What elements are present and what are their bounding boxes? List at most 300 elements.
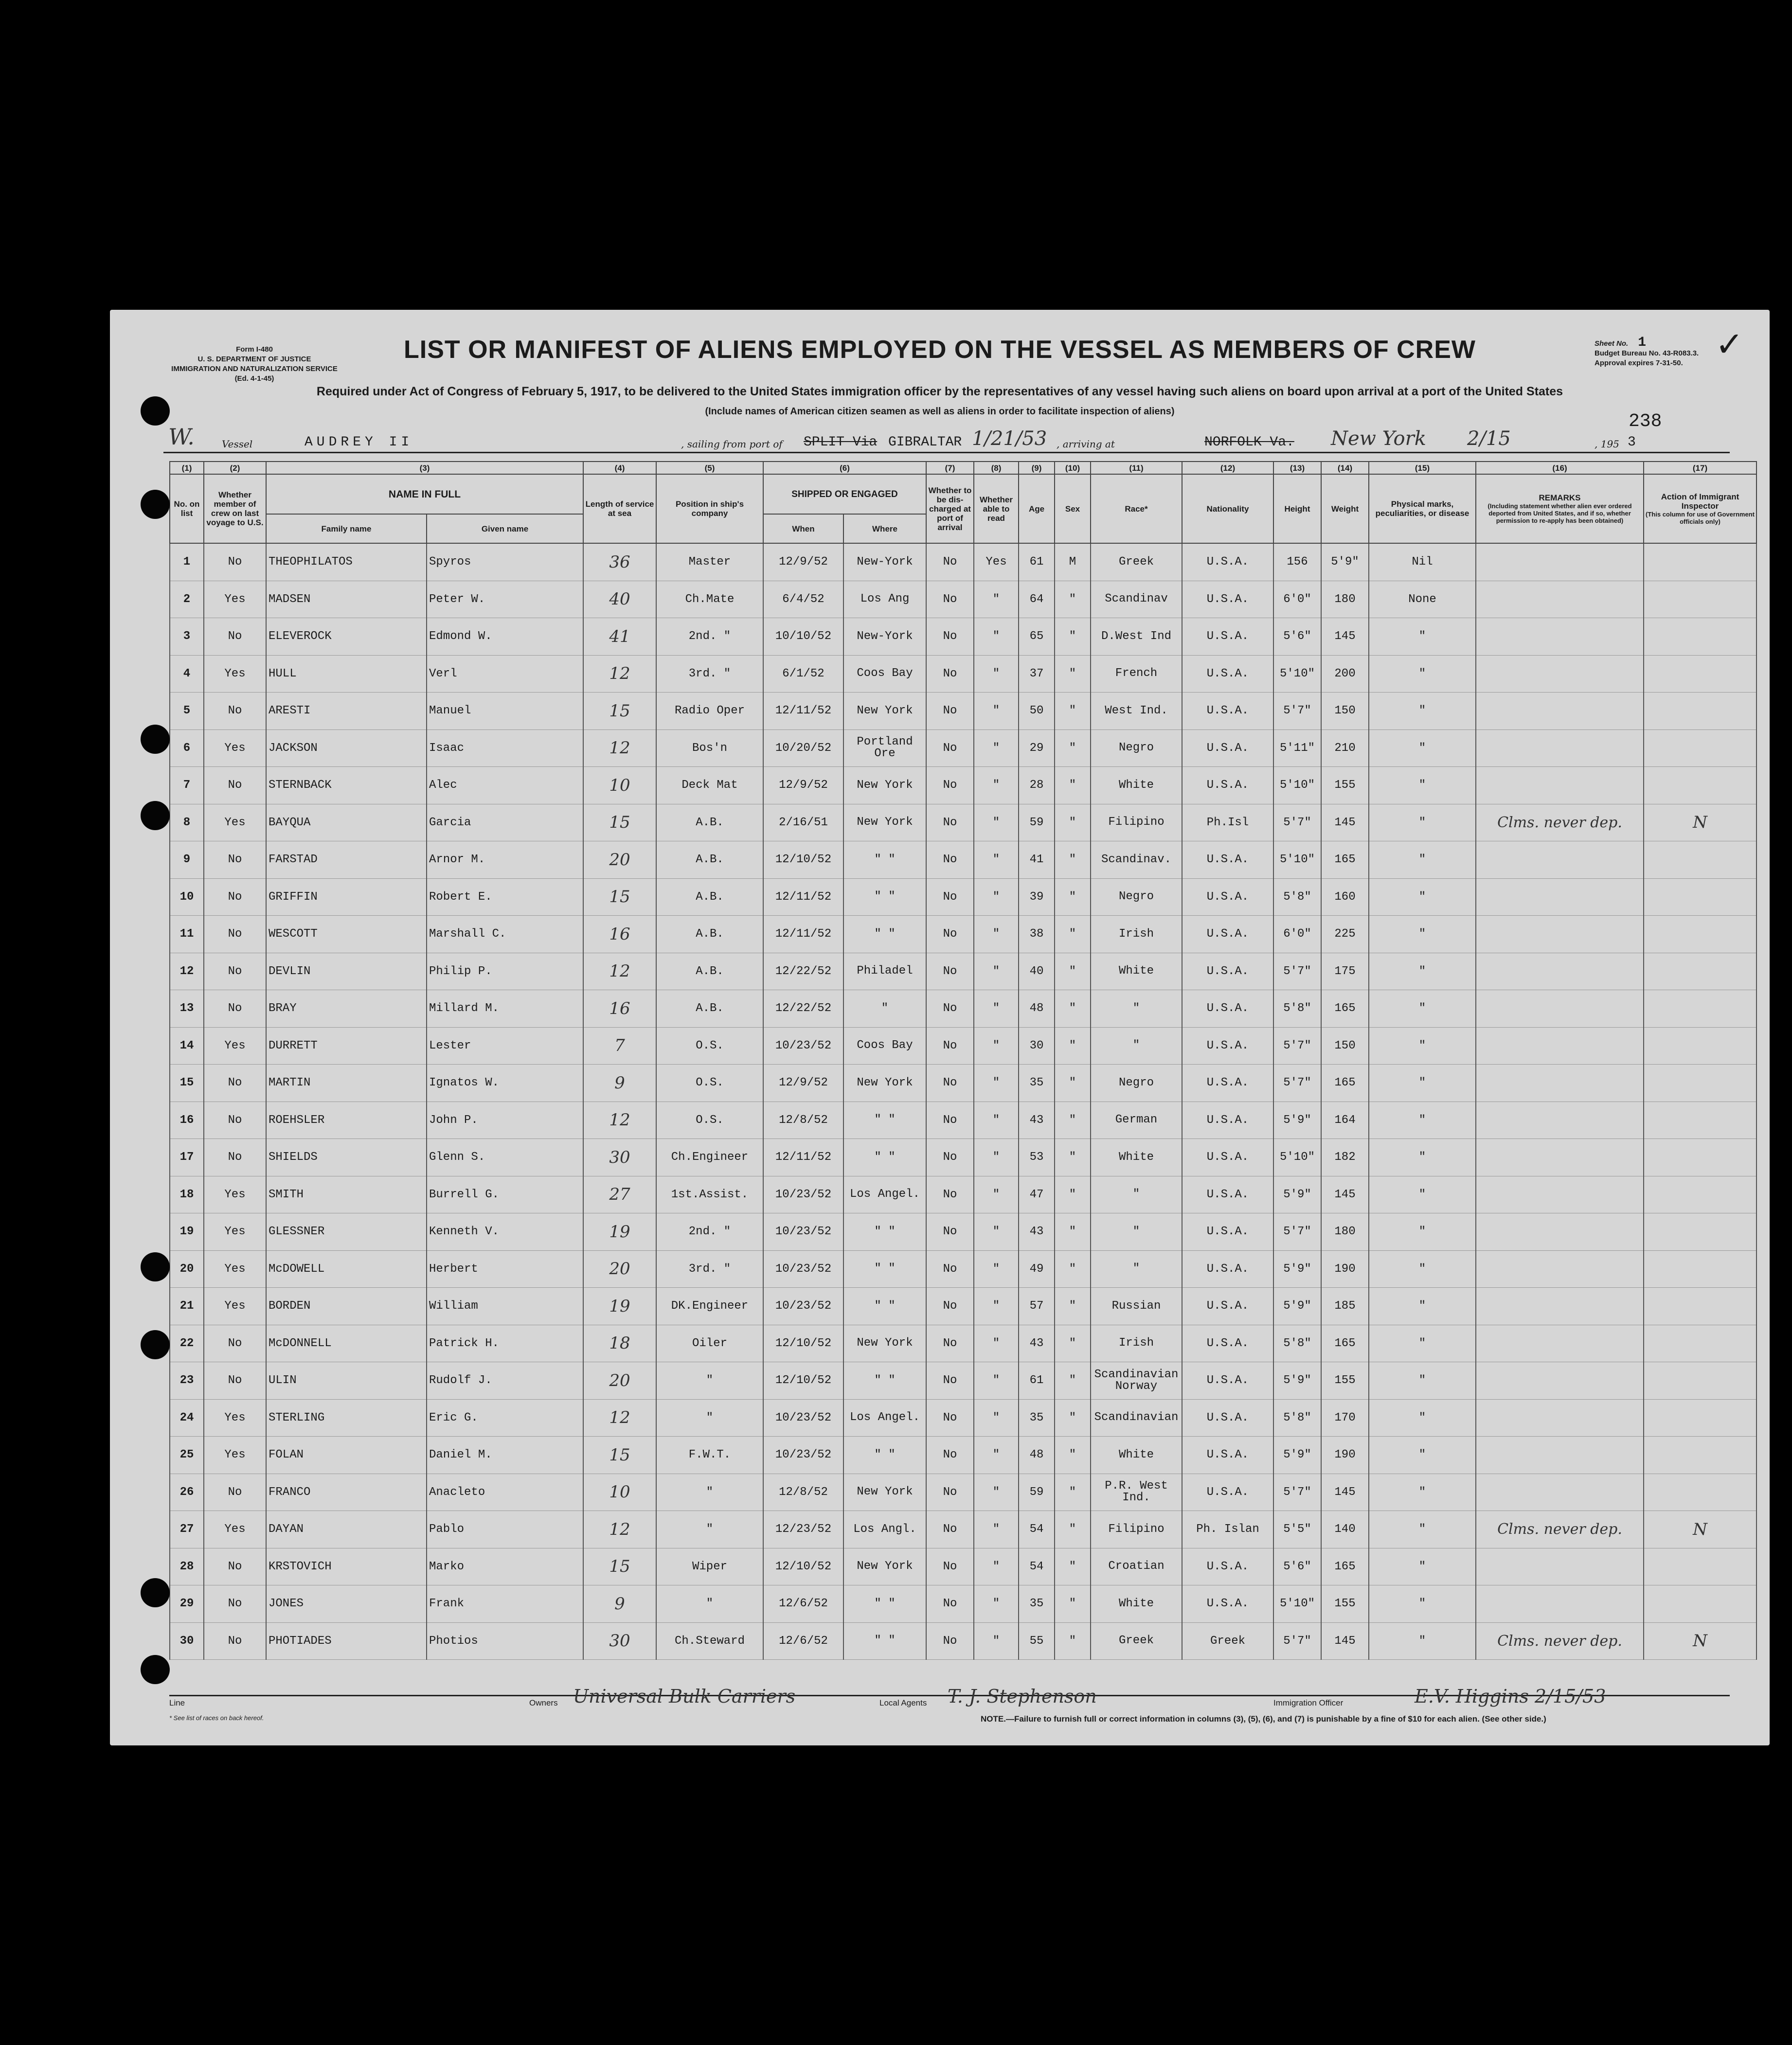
cell-physical-marks: " — [1369, 1511, 1476, 1548]
cell-shipped-when: 12/9/52 — [763, 767, 843, 804]
header-inspector-action — [1644, 474, 1756, 543]
table-row — [170, 841, 1756, 879]
cell-able-to-read: " — [974, 1065, 1019, 1102]
table-row — [170, 729, 1756, 767]
cell-height: 5'9" — [1273, 1176, 1321, 1213]
sheet-label: Sheet No. — [1595, 339, 1629, 348]
crew-table — [169, 461, 1757, 1660]
cell-position: Ch.Mate — [656, 581, 763, 618]
cell-last-voyage: No — [204, 953, 266, 990]
cell-remarks: Clms. never dep. — [1476, 1511, 1644, 1548]
cell-shipped-where: " " — [843, 1622, 926, 1660]
header-service-length: Length of service at sea — [583, 474, 656, 543]
cell-able-to-read: Yes — [974, 543, 1019, 581]
cell-service-years: 15 — [583, 804, 656, 841]
cell-able-to-read: " — [974, 693, 1019, 730]
cell-shipped-when: 12/6/52 — [763, 1622, 843, 1660]
cell-age: 28 — [1019, 767, 1055, 804]
cell-shipped-where: Coos Bay — [843, 655, 926, 693]
cell-list-number: 8 — [170, 804, 204, 841]
cell-family-name: DURRETT — [266, 1027, 427, 1065]
cell-last-voyage: Yes — [204, 1399, 266, 1437]
cell-family-name: BORDEN — [266, 1288, 427, 1325]
owners-label: Owners — [529, 1698, 558, 1707]
cell-discharged: No — [926, 581, 974, 618]
cell-shipped-when: 12/10/52 — [763, 1325, 843, 1362]
cell-inspector-action — [1644, 1250, 1756, 1288]
cell-weight: 5'9" — [1321, 543, 1369, 581]
cell-inspector-action — [1644, 543, 1756, 581]
cell-nationality: U.S.A. — [1182, 1585, 1273, 1623]
cell-given-name: Isaac — [427, 729, 583, 767]
cell-shipped-where: Los Angel. — [843, 1399, 926, 1437]
cell-physical-marks: " — [1369, 693, 1476, 730]
cell-inspector-action — [1644, 1325, 1756, 1362]
cell-remarks — [1476, 1548, 1644, 1585]
cell-shipped-when: 12/8/52 — [763, 1102, 843, 1139]
cell-family-name: GLESSNER — [266, 1213, 427, 1251]
cell-service-years: 36 — [583, 543, 656, 581]
cell-weight: 164 — [1321, 1102, 1369, 1139]
cell-position: Deck Mat — [656, 767, 763, 804]
table-row — [170, 618, 1756, 656]
cell-position: 3rd. " — [656, 1250, 763, 1288]
cell-remarks: Clms. never dep. — [1476, 804, 1644, 841]
cell-physical-marks: " — [1369, 1622, 1476, 1660]
cell-remarks — [1476, 1399, 1644, 1437]
cell-last-voyage: No — [204, 1622, 266, 1660]
cell-service-years: 12 — [583, 953, 656, 990]
cell-able-to-read: " — [974, 1548, 1019, 1585]
cell-height: 5'5" — [1273, 1511, 1321, 1548]
cell-nationality: U.S.A. — [1182, 1474, 1273, 1511]
cell-sex: " — [1055, 1027, 1091, 1065]
cell-position: DK.Engineer — [656, 1288, 763, 1325]
cell-able-to-read: " — [974, 1176, 1019, 1213]
cell-discharged: No — [926, 1213, 974, 1251]
cell-nationality: U.S.A. — [1182, 1362, 1273, 1400]
cell-last-voyage: Yes — [204, 1176, 266, 1213]
cell-inspector-action — [1644, 916, 1756, 953]
cell-race: Scandinav. — [1091, 841, 1182, 879]
cell-nationality: U.S.A. — [1182, 655, 1273, 693]
cell-sex: " — [1055, 618, 1091, 656]
cell-sex: " — [1055, 990, 1091, 1028]
cell-shipped-when: 2/16/51 — [763, 804, 843, 841]
cell-age: 59 — [1019, 1474, 1055, 1511]
cell-discharged: No — [926, 1288, 974, 1325]
cell-sex: " — [1055, 1139, 1091, 1176]
cell-height: 5'9" — [1273, 1250, 1321, 1288]
cell-sex: " — [1055, 729, 1091, 767]
cell-inspector-action — [1644, 1176, 1756, 1213]
cell-discharged: No — [926, 1437, 974, 1474]
cell-inspector-action — [1644, 1399, 1756, 1437]
colnum-13: (13) — [1273, 462, 1321, 474]
cell-height: 5'8" — [1273, 1325, 1321, 1362]
header-physical-marks: Physical marks, peculiarities, or disease — [1369, 474, 1476, 543]
cell-service-years: 16 — [583, 990, 656, 1028]
cell-nationality: U.S.A. — [1182, 916, 1273, 953]
cell-nationality: U.S.A. — [1182, 693, 1273, 730]
colnum-11: (11) — [1091, 462, 1182, 474]
cell-physical-marks: " — [1369, 841, 1476, 879]
cell-position: A.B. — [656, 804, 763, 841]
cell-shipped-when: 12/8/52 — [763, 1474, 843, 1511]
cell-last-voyage: Yes — [204, 1250, 266, 1288]
cell-weight: 150 — [1321, 1027, 1369, 1065]
cell-able-to-read: " — [974, 878, 1019, 916]
cell-physical-marks: " — [1369, 878, 1476, 916]
cell-nationality: U.S.A. — [1182, 841, 1273, 879]
cell-service-years: 12 — [583, 655, 656, 693]
cell-given-name: Philip P. — [427, 953, 583, 990]
cell-shipped-when: 10/23/52 — [763, 1213, 843, 1251]
cell-last-voyage: Yes — [204, 1027, 266, 1065]
cell-family-name: FRANCO — [266, 1474, 427, 1511]
cell-physical-marks: " — [1369, 1139, 1476, 1176]
form-edition: (Ed. 4-1-45) — [234, 374, 274, 383]
cell-service-years: 12 — [583, 729, 656, 767]
cell-weight: 170 — [1321, 1399, 1369, 1437]
cell-shipped-where: New York — [843, 1474, 926, 1511]
cell-weight: 182 — [1321, 1139, 1369, 1176]
cell-position: " — [656, 1511, 763, 1548]
cell-discharged: No — [926, 1362, 974, 1400]
table-row — [170, 1065, 1756, 1102]
cell-able-to-read: " — [974, 767, 1019, 804]
cell-able-to-read: " — [974, 655, 1019, 693]
cell-last-voyage: Yes — [204, 1288, 266, 1325]
cell-height: 5'8" — [1273, 1399, 1321, 1437]
cell-list-number: 7 — [170, 767, 204, 804]
header-discharged: Whether to be dis-charged at port of arrival — [926, 474, 974, 543]
cell-physical-marks: " — [1369, 655, 1476, 693]
cell-position: O.S. — [656, 1027, 763, 1065]
cell-weight: 155 — [1321, 767, 1369, 804]
cell-physical-marks: " — [1369, 1437, 1476, 1474]
cell-race: Filipino — [1091, 1511, 1182, 1548]
binder-hole — [141, 725, 170, 754]
cell-sex: " — [1055, 1548, 1091, 1585]
header-given-name: Given name — [427, 514, 583, 543]
cell-list-number: 20 — [170, 1250, 204, 1288]
manifest-sheet — [110, 310, 1770, 1745]
cell-remarks — [1476, 990, 1644, 1028]
cell-list-number: 4 — [170, 655, 204, 693]
cell-physical-marks: " — [1369, 767, 1476, 804]
cell-physical-marks: " — [1369, 1065, 1476, 1102]
cell-physical-marks: " — [1369, 1250, 1476, 1288]
cell-nationality: U.S.A. — [1182, 1325, 1273, 1362]
cell-race: " — [1091, 1027, 1182, 1065]
cell-able-to-read: " — [974, 1622, 1019, 1660]
port-struck: SPLIT Via — [804, 435, 878, 450]
cell-list-number: 27 — [170, 1511, 204, 1548]
cell-given-name: Millard M. — [427, 990, 583, 1028]
cell-shipped-where: New York — [843, 1325, 926, 1362]
cell-race: White — [1091, 1139, 1182, 1176]
cell-last-voyage: No — [204, 1362, 266, 1400]
cell-sex: " — [1055, 767, 1091, 804]
cell-inspector-action — [1644, 655, 1756, 693]
binder-hole — [141, 396, 170, 426]
cell-sex: " — [1055, 916, 1091, 953]
cell-list-number: 3 — [170, 618, 204, 656]
cell-remarks — [1476, 1213, 1644, 1251]
cell-family-name: DEVLIN — [266, 953, 427, 990]
cell-height: 5'9" — [1273, 1102, 1321, 1139]
sailing-label: , sailing from port of — [681, 438, 783, 450]
cell-last-voyage: No — [204, 841, 266, 879]
remarks-title: REMARKS — [1539, 493, 1581, 502]
cell-nationality: U.S.A. — [1182, 1213, 1273, 1251]
cell-weight: 150 — [1321, 693, 1369, 730]
cell-service-years: 9 — [583, 1585, 656, 1623]
cell-remarks — [1476, 767, 1644, 804]
cell-shipped-when: 6/1/52 — [763, 655, 843, 693]
cell-shipped-when: 12/9/52 — [763, 1065, 843, 1102]
cell-shipped-when: 12/11/52 — [763, 916, 843, 953]
cell-weight: 175 — [1321, 953, 1369, 990]
cell-nationality: U.S.A. — [1182, 729, 1273, 767]
cell-discharged: No — [926, 878, 974, 916]
cell-height: 5'7" — [1273, 1065, 1321, 1102]
binder-hole — [141, 490, 170, 519]
cell-height: 5'7" — [1273, 804, 1321, 841]
cell-sex: " — [1055, 581, 1091, 618]
cell-shipped-where: " " — [843, 878, 926, 916]
cell-position: " — [656, 1585, 763, 1623]
table-row — [170, 990, 1756, 1028]
cell-able-to-read: " — [974, 916, 1019, 953]
cell-shipped-where: New-York — [843, 543, 926, 581]
cell-age: 30 — [1019, 1027, 1055, 1065]
cell-able-to-read: " — [974, 1288, 1019, 1325]
cell-shipped-where: Philadel — [843, 953, 926, 990]
cell-last-voyage: No — [204, 916, 266, 953]
cell-discharged: No — [926, 655, 974, 693]
cell-inspector-action — [1644, 841, 1756, 879]
cell-race: White — [1091, 1437, 1182, 1474]
cell-given-name: William — [427, 1288, 583, 1325]
arrival-struck: NORFOLK Va. — [1204, 435, 1294, 450]
officer-label: Immigration Officer — [1273, 1698, 1344, 1707]
table-row — [170, 1250, 1756, 1288]
cell-weight: 155 — [1321, 1585, 1369, 1623]
cell-race: " — [1091, 990, 1182, 1028]
cell-given-name: John P. — [427, 1102, 583, 1139]
cell-given-name: Garcia — [427, 804, 583, 841]
cell-shipped-when: 12/11/52 — [763, 693, 843, 730]
cell-weight: 165 — [1321, 1325, 1369, 1362]
cell-able-to-read: " — [974, 1213, 1019, 1251]
colnum-12: (12) — [1182, 462, 1273, 474]
cell-able-to-read: " — [974, 581, 1019, 618]
cell-race: P.R. West Ind. — [1091, 1474, 1182, 1511]
cell-nationality: U.S.A. — [1182, 1548, 1273, 1585]
cell-given-name: Daniel M. — [427, 1437, 583, 1474]
sheet-number: 1 — [1638, 335, 1646, 350]
cell-inspector-action — [1644, 1437, 1756, 1474]
colnum-5: (5) — [656, 462, 763, 474]
table-row — [170, 1139, 1756, 1176]
cell-able-to-read: " — [974, 1102, 1019, 1139]
cell-able-to-read: " — [974, 804, 1019, 841]
cell-sex: " — [1055, 1176, 1091, 1213]
cell-weight: 190 — [1321, 1437, 1369, 1474]
cell-family-name: DAYAN — [266, 1511, 427, 1548]
cell-service-years: 15 — [583, 1548, 656, 1585]
cell-position: Bos'n — [656, 729, 763, 767]
cell-position: 1st.Assist. — [656, 1176, 763, 1213]
cell-last-voyage: Yes — [204, 729, 266, 767]
cell-nationality: Ph.Isl — [1182, 804, 1273, 841]
cell-age: 61 — [1019, 1362, 1055, 1400]
cell-physical-marks: " — [1369, 1176, 1476, 1213]
cell-height: 5'6" — [1273, 618, 1321, 656]
cell-family-name: BRAY — [266, 990, 427, 1028]
cell-physical-marks: " — [1369, 990, 1476, 1028]
line-label: Line — [169, 1698, 185, 1707]
cell-nationality: Greek — [1182, 1622, 1273, 1660]
budget-bureau-line: Budget Bureau No. 43-R083.3. — [1595, 349, 1699, 357]
cell-shipped-when: 10/23/52 — [763, 1437, 843, 1474]
cell-able-to-read: " — [974, 729, 1019, 767]
cell-position: " — [656, 1399, 763, 1437]
cell-shipped-where: New York — [843, 693, 926, 730]
cell-physical-marks: " — [1369, 1362, 1476, 1400]
header-able-to-read: Whether able to read — [974, 474, 1019, 543]
cell-inspector-action — [1644, 1139, 1756, 1176]
cell-sex: " — [1055, 1213, 1091, 1251]
cell-service-years: 12 — [583, 1102, 656, 1139]
cell-given-name: Glenn S. — [427, 1139, 583, 1176]
table-row — [170, 1548, 1756, 1585]
cell-given-name: Edmond W. — [427, 618, 583, 656]
cell-weight: 140 — [1321, 1511, 1369, 1548]
cell-race: French — [1091, 655, 1182, 693]
cell-shipped-when: 12/10/52 — [763, 841, 843, 879]
colnum-8: (8) — [974, 462, 1019, 474]
cell-age: 41 — [1019, 841, 1055, 879]
cell-nationality: U.S.A. — [1182, 1065, 1273, 1102]
cell-last-voyage: No — [204, 1325, 266, 1362]
cell-discharged: No — [926, 953, 974, 990]
cell-race: Greek — [1091, 1622, 1182, 1660]
cell-height: 5'7" — [1273, 693, 1321, 730]
cell-inspector-action — [1644, 581, 1756, 618]
cell-given-name: Ignatos W. — [427, 1065, 583, 1102]
cell-shipped-where: " " — [843, 1362, 926, 1400]
cell-family-name: THEOPHILATOS — [266, 543, 427, 581]
cell-position: Ch.Steward — [656, 1622, 763, 1660]
cell-list-number: 5 — [170, 693, 204, 730]
inspector-subtitle: (This column for use of Government officials only) — [1646, 511, 1755, 525]
cell-weight: 190 — [1321, 1250, 1369, 1288]
cell-able-to-read: " — [974, 990, 1019, 1028]
cell-sex: " — [1055, 655, 1091, 693]
cell-list-number: 14 — [170, 1027, 204, 1065]
cell-remarks — [1476, 1288, 1644, 1325]
cell-physical-marks: None — [1369, 581, 1476, 618]
cell-shipped-where: Coos Bay — [843, 1027, 926, 1065]
table-row — [170, 1102, 1756, 1139]
cell-service-years: 19 — [583, 1213, 656, 1251]
cell-inspector-action — [1644, 1362, 1756, 1400]
sailing-port: GIBRALTAR — [888, 435, 962, 450]
cell-inspector-action — [1644, 767, 1756, 804]
cell-shipped-where: New York — [843, 767, 926, 804]
table-row — [170, 1399, 1756, 1437]
cell-remarks — [1476, 1102, 1644, 1139]
cell-remarks — [1476, 1474, 1644, 1511]
page-subtitle-note: (Include names of American citizen seamen as well as aliens in order to facilitate inspection of aliens) — [705, 406, 1175, 417]
cell-age: 39 — [1019, 878, 1055, 916]
cell-sex: " — [1055, 1325, 1091, 1362]
cell-sex: " — [1055, 1622, 1091, 1660]
cell-service-years: 7 — [583, 1027, 656, 1065]
cell-position: 3rd. " — [656, 655, 763, 693]
department-name: U. S. DEPARTMENT OF JUSTICE — [197, 355, 311, 363]
cell-last-voyage: Yes — [204, 1511, 266, 1548]
cell-position: A.B. — [656, 990, 763, 1028]
vessel-label: Vessel — [222, 438, 253, 450]
cell-list-number: 19 — [170, 1213, 204, 1251]
cell-service-years: 27 — [583, 1176, 656, 1213]
cell-remarks — [1476, 841, 1644, 879]
cell-last-voyage: No — [204, 1102, 266, 1139]
header-shipped-engaged: SHIPPED OR ENGAGED — [763, 474, 926, 514]
cell-age: 57 — [1019, 1288, 1055, 1325]
cell-last-voyage: No — [204, 1585, 266, 1623]
cell-shipped-where: " " — [843, 1437, 926, 1474]
cell-weight: 185 — [1321, 1288, 1369, 1325]
cell-family-name: BAYQUA — [266, 804, 427, 841]
cell-shipped-when: 10/20/52 — [763, 729, 843, 767]
service-name: IMMIGRATION AND NATURALIZATION SERVICE — [171, 365, 338, 373]
cell-family-name: PHOTIADES — [266, 1622, 427, 1660]
cell-inspector-action — [1644, 1213, 1756, 1251]
cell-service-years: 20 — [583, 841, 656, 879]
header-family-name: Family name — [266, 514, 427, 543]
cell-family-name: MARTIN — [266, 1065, 427, 1102]
table-row — [170, 1213, 1756, 1251]
cell-given-name: Patrick H. — [427, 1325, 583, 1362]
remarks-subtitle: (Including statement whether alien ever ordered deported from United States, and if so, whether permission to re-apply has been obtained) — [1487, 502, 1632, 524]
cell-discharged: No — [926, 1065, 974, 1102]
binder-hole — [141, 1578, 170, 1607]
cell-last-voyage: No — [204, 878, 266, 916]
cell-height: 5'7" — [1273, 1027, 1321, 1065]
cell-race: Russian — [1091, 1288, 1182, 1325]
cell-discharged: No — [926, 1250, 974, 1288]
colnum-1: (1) — [170, 462, 204, 474]
cell-inspector-action: N — [1644, 1622, 1756, 1660]
colnum-3: (3) — [266, 462, 583, 474]
cell-height: 5'10" — [1273, 767, 1321, 804]
cell-sex: " — [1055, 1511, 1091, 1548]
header-where: Where — [843, 514, 926, 543]
cell-weight: 160 — [1321, 878, 1369, 916]
cell-shipped-where: " " — [843, 1288, 926, 1325]
cell-race: West Ind. — [1091, 693, 1182, 730]
cell-discharged: No — [926, 1176, 974, 1213]
cell-sex: " — [1055, 1102, 1091, 1139]
cell-list-number: 29 — [170, 1585, 204, 1623]
table-row — [170, 916, 1756, 953]
table-row — [170, 1362, 1756, 1400]
